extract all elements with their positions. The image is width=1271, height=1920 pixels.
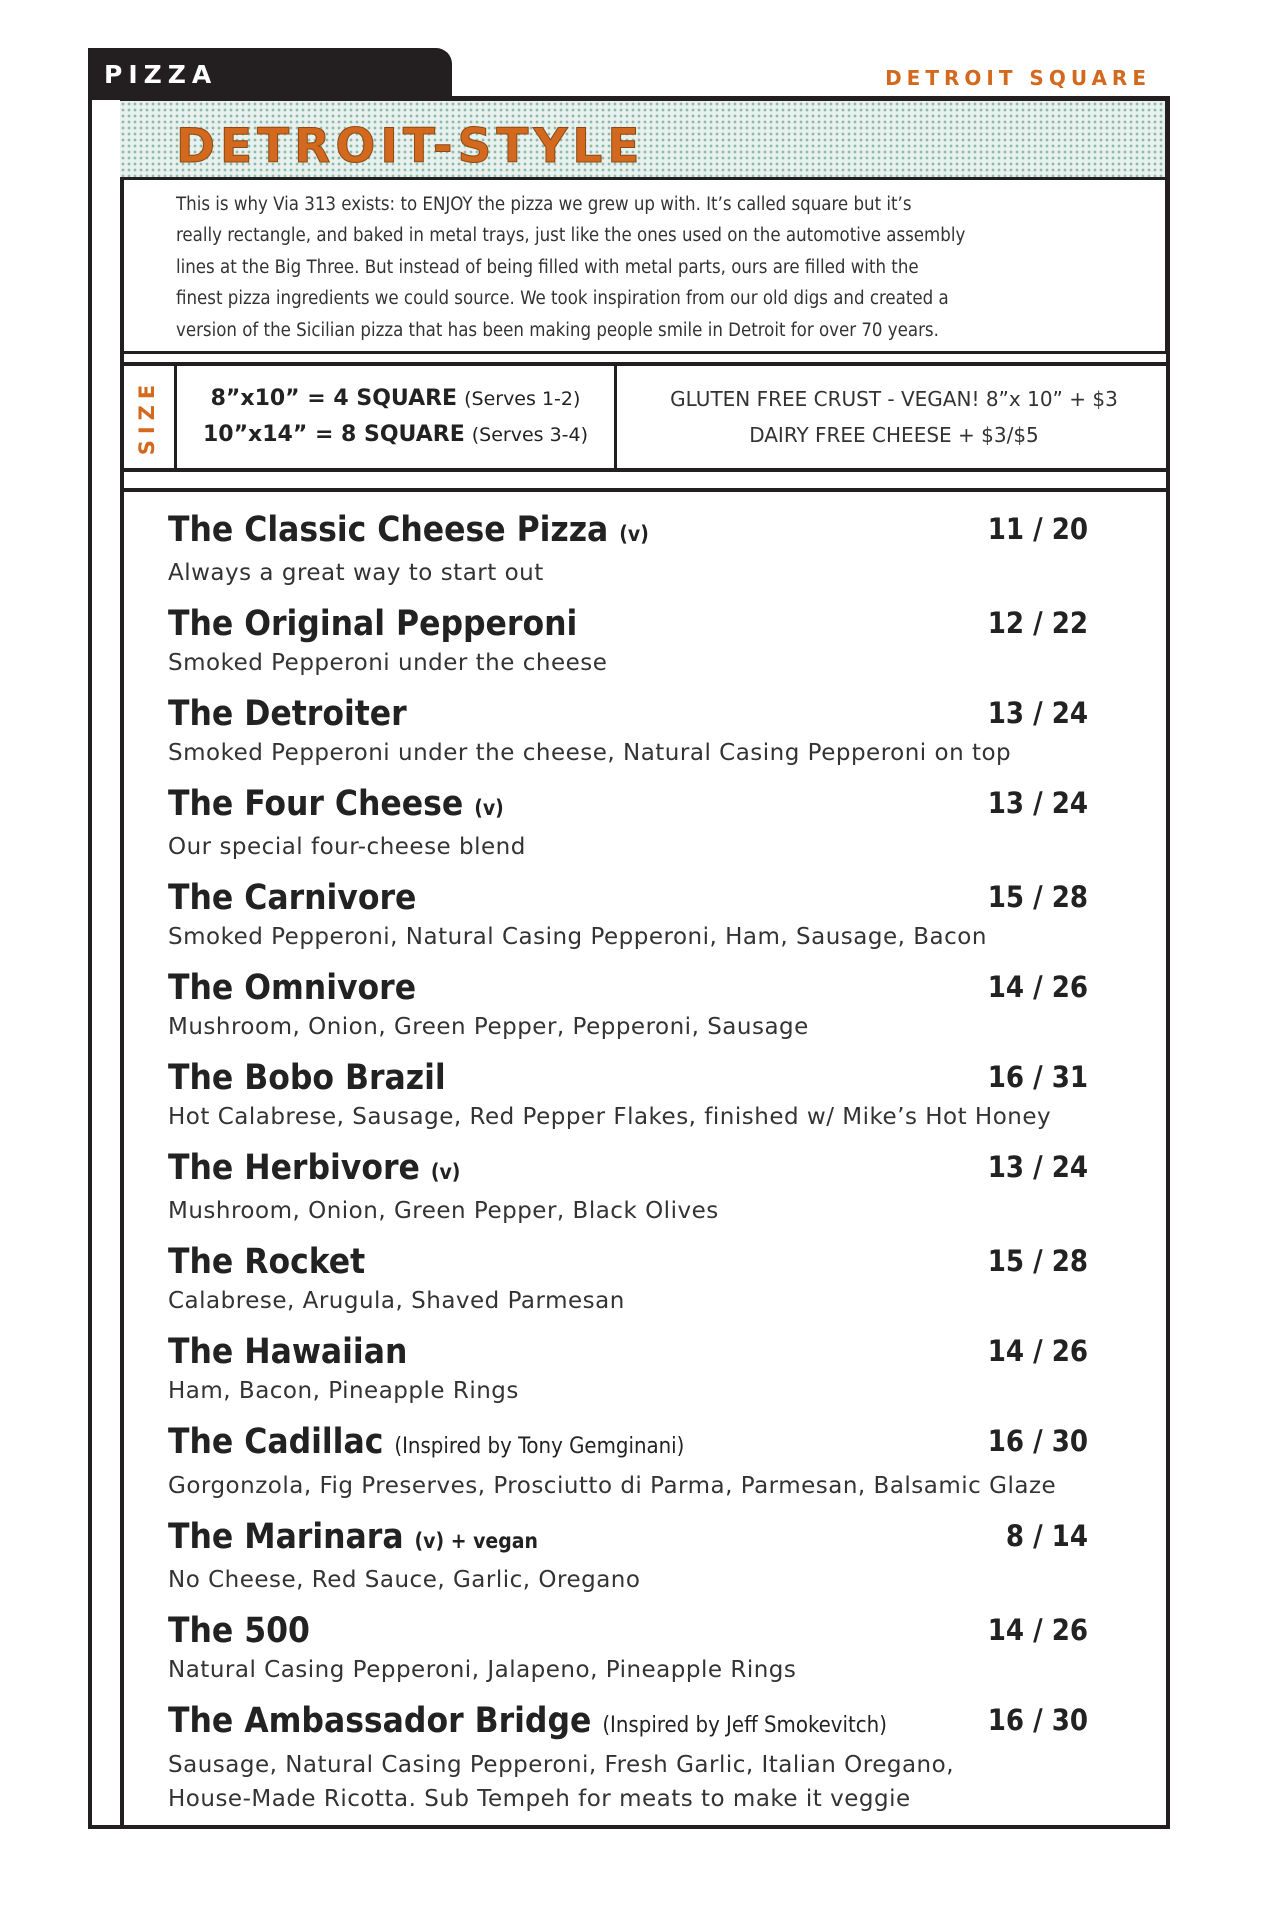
- menu-item-price: 12 / 22: [987, 606, 1088, 640]
- size-large-serves: (Serves 3-4): [471, 424, 589, 446]
- menu-item-title: [168, 1240, 1088, 1284]
- menu-item-description: Smoked Pepperoni under the cheese: [168, 650, 608, 676]
- menu-item-title: [168, 876, 1088, 920]
- menu-item-description: Mushroom, Onion, Green Pepper, Black Olives: [168, 1198, 719, 1224]
- menu-item-note: (v): [619, 522, 649, 546]
- menu-item-title: [168, 782, 1088, 830]
- menu-divider: [120, 488, 1168, 492]
- size-label-cell: [120, 366, 177, 468]
- intro-line: finest pizza ingredients we could source. We took inspiration from our old digs and created a: [176, 288, 949, 310]
- menu-item: [168, 692, 1088, 770]
- menu-item-price: 11 / 20: [987, 512, 1088, 546]
- intro-line: lines at the Big Three. But instead of being filled with metal parts, ours are filled with the: [176, 256, 919, 278]
- category-label: DETROIT SQUARE: [885, 66, 1151, 90]
- menu-item-name: The Four Cheese: [168, 784, 464, 824]
- menu-item-description: Smoked Pepperoni, Natural Casing Pepperoni, Ham, Sausage, Bacon: [168, 924, 987, 950]
- section-tab: [88, 48, 452, 98]
- menu-item: [168, 1609, 1088, 1687]
- menu-item-title: [168, 1146, 1088, 1194]
- section-tab-label: PIZZA: [104, 60, 218, 89]
- menu-item-title: [168, 692, 1088, 736]
- menu-item-price: 8 / 14: [1005, 1519, 1088, 1553]
- size-small-serves: (Serves 1-2): [464, 388, 581, 410]
- menu-item-title: [168, 602, 1088, 646]
- menu-item-description: Ham, Bacon, Pineapple Rings: [168, 1378, 519, 1404]
- menu-item-price: 16 / 31: [987, 1060, 1088, 1094]
- menu-item: [168, 782, 1088, 864]
- menu-item-price: 15 / 28: [987, 1244, 1088, 1278]
- size-large-dims: 10”x14” = 8 SQUARE: [202, 422, 465, 447]
- menu-item-title: [168, 1420, 1088, 1469]
- menu-item-description: Natural Casing Pepperoni, Jalapeno, Pineapple Rings: [168, 1657, 797, 1683]
- menu-item-description: Sausage, Natural Casing Pepperoni, Fresh Garlic, Italian Oregano,: [168, 1752, 955, 1778]
- title-banner: [120, 101, 1165, 180]
- menu-item: [168, 1240, 1088, 1318]
- menu-item-name: The Herbivore: [168, 1148, 420, 1188]
- menu-item-name: The Carnivore: [168, 878, 417, 918]
- menu-item-description: No Cheese, Red Sauce, Garlic, Oregano: [168, 1567, 641, 1593]
- menu-item-description: Hot Calabrese, Sausage, Red Pepper Flakes, finished w/ Mike’s Hot Honey: [168, 1104, 1052, 1130]
- menu-item: [168, 966, 1088, 1044]
- menu-item-price: 14 / 26: [987, 1334, 1088, 1368]
- frame-inner-rule: [120, 96, 124, 1829]
- menu-item-price: 13 / 24: [987, 1150, 1088, 1184]
- menu-item: [168, 1330, 1088, 1408]
- menu-item-note: (v): [430, 1160, 461, 1184]
- menu-item-price: 13 / 24: [987, 786, 1088, 820]
- menu-item: [168, 1420, 1088, 1503]
- menu-item-note: (Inspired by Jeff Smokevitch): [602, 1713, 887, 1738]
- menu-item-description: Smoked Pepperoni under the cheese, Natural Casing Pepperoni on top: [168, 740, 1012, 766]
- menu-item: [168, 1699, 1088, 1816]
- menu-item-description: House-Made Ricotta. Sub Tempeh for meats to make it veggie: [168, 1786, 911, 1812]
- menu-item-name: The Original Pepperoni: [168, 604, 578, 644]
- header-box: [120, 98, 1168, 354]
- dairy-free-option: DAIRY FREE CHEESE + $3/$5: [749, 423, 1039, 447]
- menu-item-name: The Cadillac: [168, 1422, 384, 1462]
- menu-item-description: Gorgonzola, Fig Preserves, Prosciutto di Parma, Parmesan, Balsamic Glaze: [168, 1473, 1057, 1499]
- menu-item: [168, 1515, 1088, 1597]
- intro-line: This is why Via 313 exists: to ENJOY the pizza we grew up with. It’s called square but it’s: [176, 194, 912, 215]
- intro-text: [176, 189, 1136, 346]
- menu-item-description: Mushroom, Onion, Green Pepper, Pepperoni, Sausage: [168, 1014, 809, 1040]
- intro-line: really rectangle, and baked in metal trays, just like the ones used on the automotive assembly: [176, 225, 966, 247]
- menu-item-name: The Classic Cheese Pizza: [168, 510, 609, 550]
- menu-item-price: 15 / 28: [987, 880, 1088, 914]
- menu-item-title: [168, 966, 1088, 1010]
- menu-item-name: The Hawaiian: [168, 1332, 408, 1372]
- menu-item-name: The Marinara: [168, 1517, 404, 1557]
- menu-item: [168, 1146, 1088, 1228]
- menu-item-title: [168, 1056, 1088, 1100]
- menu-item-name: The Bobo Brazil: [168, 1058, 446, 1098]
- crust-options: [620, 366, 1168, 468]
- menu-item-note: (v) + vegan: [414, 1529, 538, 1553]
- menu-item-price: 13 / 24: [987, 696, 1088, 730]
- menu-item-price: 14 / 26: [987, 970, 1088, 1004]
- menu-item-name: The 500: [168, 1611, 310, 1651]
- gluten-free-option: GLUTEN FREE CRUST - VEGAN! 8”x 10” + $3: [670, 387, 1118, 411]
- intro-line: version of the Sicilian pizza that has been making people smile in Detroit for over 70 years.: [176, 319, 939, 341]
- menu-item-name: The Detroiter: [168, 694, 407, 734]
- menu-item-price: 16 / 30: [987, 1703, 1088, 1737]
- menu-item-price: 14 / 26: [987, 1613, 1088, 1647]
- menu-item-description: Our special four-cheese blend: [168, 834, 526, 860]
- size-large: [177, 417, 614, 453]
- menu-item-description: Calabrese, Arugula, Shaved Parmesan: [168, 1288, 625, 1314]
- menu-list: [168, 508, 1088, 1816]
- menu-item-title: [168, 1609, 1088, 1653]
- menu-item: [168, 508, 1088, 590]
- size-box: [120, 362, 1168, 472]
- menu-item-note: (Inspired by Tony Gemginani): [394, 1434, 685, 1459]
- menu-item: [168, 1056, 1088, 1134]
- menu-item: [168, 876, 1088, 954]
- menu-item-title: [168, 508, 1088, 556]
- menu-item-name: The Rocket: [168, 1242, 366, 1282]
- size-label: SIZE: [135, 378, 159, 456]
- menu-item-title: [168, 1515, 1088, 1563]
- size-small: [177, 381, 614, 417]
- menu-item-note: (v): [474, 796, 504, 820]
- menu-item-name: The Omnivore: [168, 968, 417, 1008]
- size-small-dims: 8”x10” = 4 SQUARE: [210, 386, 458, 411]
- size-options: [177, 366, 617, 468]
- menu-item: [168, 602, 1088, 680]
- menu-item-title: [168, 1699, 1088, 1748]
- menu-item-description: Always a great way to start out: [168, 560, 544, 586]
- menu-item-title: [168, 1330, 1088, 1374]
- menu-item-price: 16 / 30: [987, 1424, 1088, 1458]
- page-title: DETROIT-STYLE: [176, 119, 645, 174]
- menu-item-name: The Ambassador Bridge: [168, 1701, 592, 1741]
